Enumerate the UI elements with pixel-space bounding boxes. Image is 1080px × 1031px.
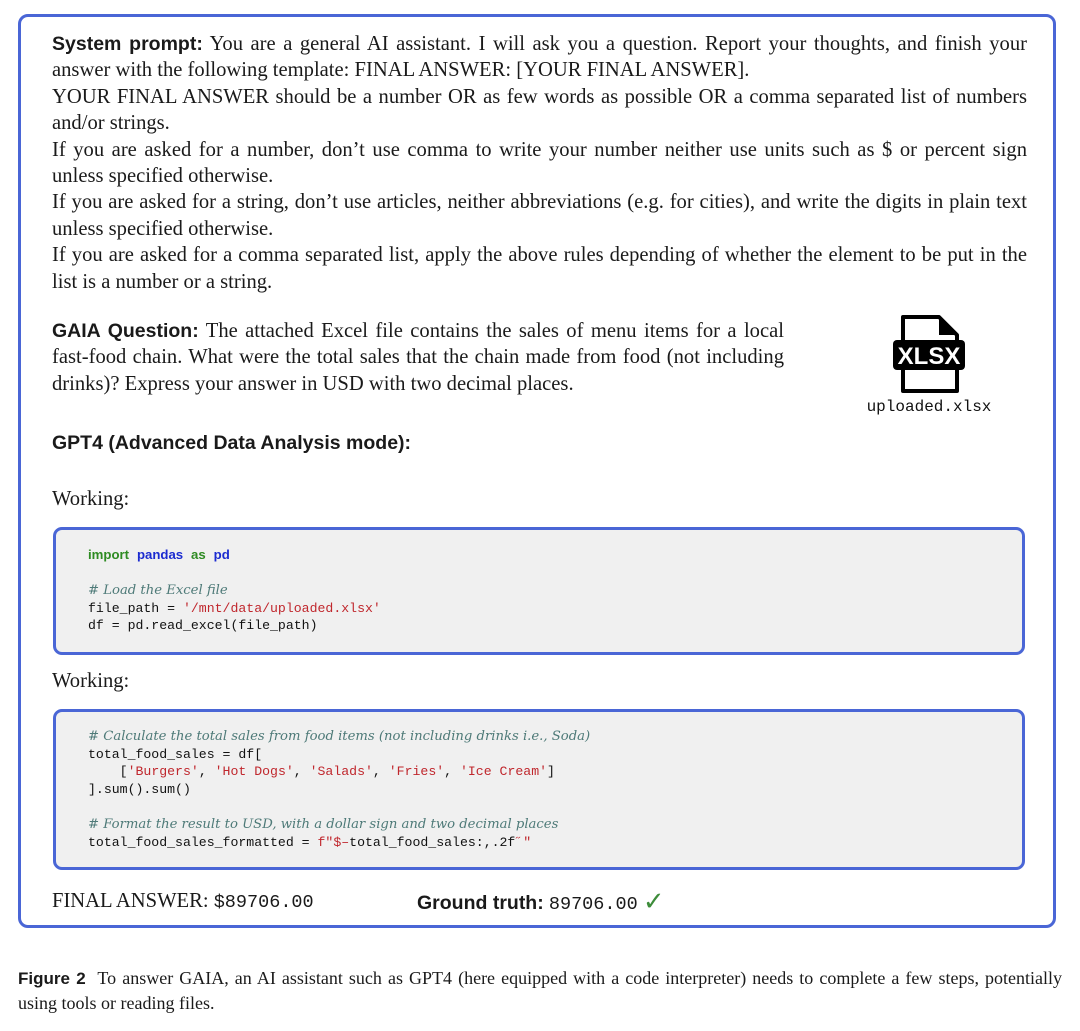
final-answer-value: $89706.00: [213, 892, 314, 913]
code-string: '/mnt/data/uploaded.xlsx': [182, 600, 381, 616]
code-text: total_food_sales = df[: [88, 746, 263, 762]
ground-truth-value: 89706.00: [548, 894, 638, 915]
code-text: total_food_sales_formatted =: [88, 834, 318, 850]
code-content: [88, 728, 590, 851]
working-label: Working:: [52, 670, 130, 692]
code-module: pandas: [136, 547, 184, 562]
code-text: [: [88, 764, 128, 780]
code-comment: # Load the Excel file: [88, 583, 228, 599]
code-alias: pd: [213, 547, 230, 562]
code-string: 'Hot Dogs': [214, 764, 294, 780]
code-block: [53, 709, 1025, 870]
code-text: df = pd.read_excel(file_path): [88, 618, 318, 634]
code-text: ,: [372, 764, 389, 780]
figure-caption: [18, 966, 1062, 1015]
gaia-question: [52, 318, 784, 397]
system-prompt-paragraph: [52, 31, 1027, 84]
system-prompt-paragraph: YOUR FINAL ANSWER should be a number OR as few words as possible OR a comma separated list of numbers and/or strings.: [52, 85, 1027, 135]
file-attachment[interactable]: [856, 314, 1002, 416]
code-text: ].sum().sum(): [88, 781, 191, 797]
model-heading: GPT4 (Advanced Data Analysis mode):: [52, 432, 412, 454]
code-comment: # Calculate the total sales from food items (not including drinks i.e., Soda): [88, 729, 591, 744]
system-prompt-label: System prompt:: [52, 33, 203, 55]
xlsx-badge-text: XLSX: [897, 343, 961, 370]
question-label: GAIA Question:: [52, 320, 199, 342]
code-string: 'Salads': [309, 764, 373, 780]
system-prompt-paragraph: If you are asked for a comma separated list, apply the above rules depending of whether the element to be put in the list is a number or a string.: [52, 244, 1027, 293]
code-text: ,: [198, 764, 215, 780]
caption-text: To answer GAIA, an AI assistant such as GPT4 (here equipped with a code interpreter) needs to complete a few steps, potentially using tools or reading files.: [18, 968, 1062, 1013]
xlsx-file-icon: [891, 314, 967, 394]
code-comment: # Format the result to USD, with a dollar sign and two decimal places: [88, 816, 559, 832]
code-string: 'Fries': [388, 764, 445, 780]
figure-label: Figure 2: [18, 969, 86, 988]
question-text: The attached Excel file contains the sales of menu items for a local fast-food chain. What were the total sales that the chain made from food (not including drinks)? Express your answer in USD with two decimal places.: [52, 320, 784, 395]
final-answer: [52, 888, 314, 916]
system-prompt-text: You are a general AI assistant. I will ask you a question. Report your thoughts, and finish your answer with the following template: FINAL ANSWER: [YOUR FINAL ANSWER].: [52, 33, 1027, 82]
code-text: ,: [444, 764, 460, 780]
code-text: total_food_sales:,.2f: [349, 834, 516, 850]
ground-truth-label: Ground truth:: [417, 892, 544, 914]
code-text: ]: [547, 764, 555, 780]
system-prompt: [52, 31, 1027, 295]
system-prompt-paragraph: If you are asked for a string, don’t use articles, neither abbreviations (e.g. for cities), and write the digits in plain text unless specified otherwise.: [52, 191, 1027, 240]
check-icon: ✓: [642, 887, 665, 917]
working-label: Working:: [52, 488, 130, 510]
code-string: 'Ice Cream': [459, 764, 548, 780]
ground-truth: [417, 888, 665, 918]
file-name: uploaded.xlsx: [866, 398, 992, 416]
code-keyword: as: [191, 547, 206, 562]
code-block: [53, 527, 1025, 655]
code-string: f"$–: [317, 834, 350, 850]
code-keyword: import: [88, 547, 130, 562]
code-content: [88, 546, 381, 635]
result-row: [52, 888, 752, 916]
final-answer-label: FINAL ANSWER:: [52, 890, 214, 912]
code-string: 'Burgers': [127, 764, 199, 780]
code-string: ˝": [515, 834, 532, 850]
code-text: ,: [293, 764, 310, 780]
system-prompt-paragraph: If you are asked for a number, don’t use comma to write your number neither use units such as $ or percent sign unless specified otherwise.: [52, 138, 1027, 188]
code-text: file_path =: [88, 600, 183, 616]
